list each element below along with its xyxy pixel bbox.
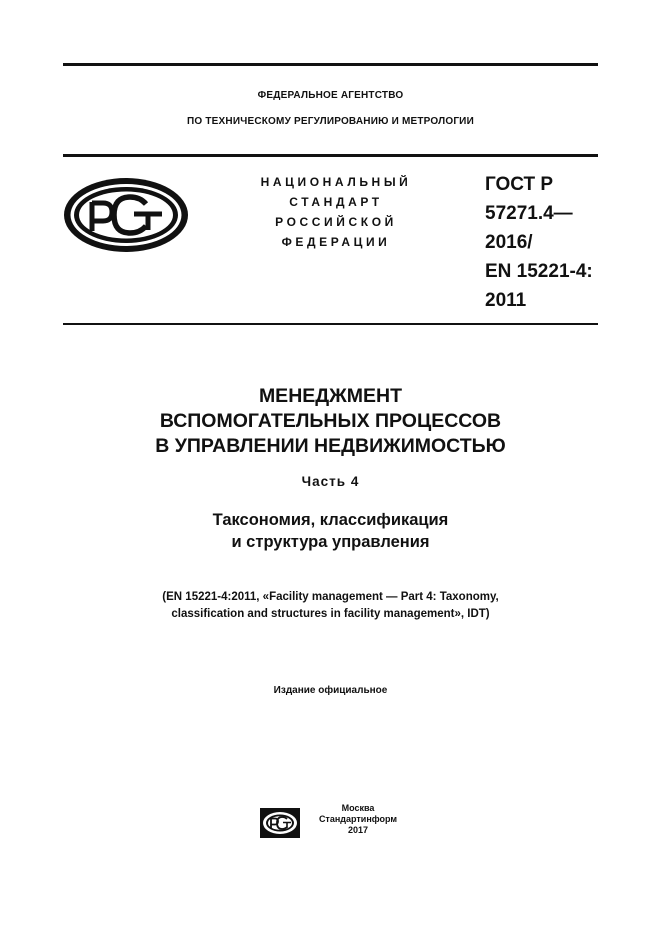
title-line: ВСПОМОГАТЕЛЬНЫХ ПРОЦЕССОВ: [159, 410, 502, 432]
subtitle-line: Таксономия, классификация: [212, 511, 449, 529]
en-reference-line: (EN 15221-4:2011, «Facility management — Part 4: Taxonomy,: [162, 591, 499, 603]
title-line: В УПРАВЛЕНИИ НЕДВИЖИМОСТЬЮ: [155, 435, 506, 457]
standard-type-line: РОССИЙСКОЙ: [275, 215, 397, 229]
designation-line: 2011: [485, 290, 527, 311]
publisher-block: [260, 803, 410, 843]
designation-line: EN 15221-4:: [485, 261, 593, 282]
part-label: Часть 4: [301, 474, 360, 489]
title-line: МЕНЕДЖМЕНТ: [258, 385, 403, 407]
document-title: [0, 384, 661, 459]
publisher-text: [305, 803, 411, 836]
rst-conformity-mark-icon: [62, 176, 190, 254]
agency-line-2: ПО ТЕХНИЧЕСКОМУ РЕГУЛИРОВАНИЮ И МЕТРОЛОГИИ: [187, 116, 474, 127]
en-reference-line: classification and structures in facility management», IDT): [171, 608, 490, 620]
standard-type-line: НАЦИОНАЛЬНЫЙ: [260, 175, 412, 189]
edition-label: Издание официальное: [273, 685, 388, 696]
standard-designation: [485, 170, 605, 315]
standartinform-logo-icon: [260, 808, 300, 838]
designation-rule: [63, 323, 598, 325]
publisher-year: 2017: [347, 825, 369, 835]
publisher-city: Москва: [341, 803, 375, 813]
subtitle-line: и структура управления: [231, 533, 430, 551]
designation-line: 2016/: [485, 232, 533, 253]
document-subtitle: [0, 509, 661, 553]
standard-type: [236, 172, 436, 252]
en-reference: [0, 589, 661, 623]
header-rule: [63, 154, 598, 157]
top-rule: [63, 63, 598, 66]
standard-type-line: СТАНДАРТ: [289, 195, 383, 209]
standard-type-line: ФЕДЕРАЦИИ: [281, 235, 391, 249]
designation-line: ГОСТ Р: [485, 174, 554, 195]
designation-line: 57271.4—: [485, 203, 573, 224]
publisher-name: Стандартинформ: [318, 814, 398, 824]
agency-line-1: ФЕДЕРАЛЬНОЕ АГЕНТСТВО: [257, 90, 404, 101]
